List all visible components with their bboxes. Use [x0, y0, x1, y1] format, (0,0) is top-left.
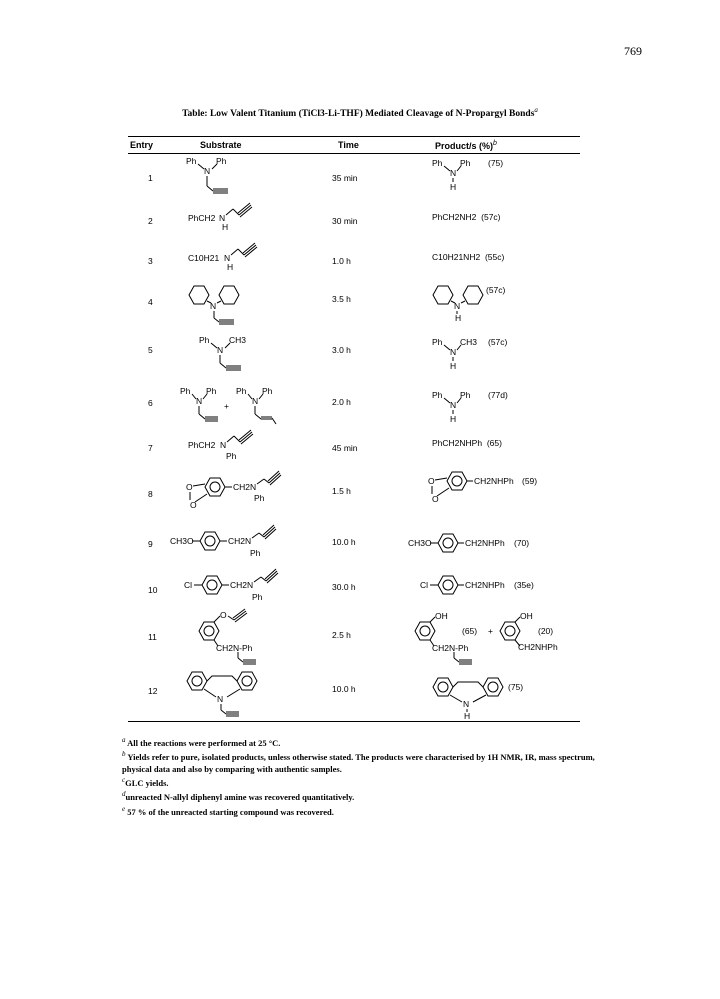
label-ch2: CH2 — [230, 580, 248, 590]
entry-9: 9 — [148, 539, 153, 549]
footnote-e — [122, 804, 622, 818]
label-n: N — [196, 396, 203, 406]
label-n: N — [220, 440, 227, 450]
label-n: N — [450, 347, 457, 357]
time-11: 2.5 h — [332, 630, 351, 640]
footnote-b-cont — [122, 764, 622, 776]
substrate-1-structure — [180, 154, 250, 209]
footnote-text: physical data and also by comparing with authentic samples. — [122, 763, 342, 774]
product-8-text: CH2NHPh — [474, 476, 514, 486]
label-n: N — [250, 482, 257, 492]
label-ch2: CH2 — [228, 536, 246, 546]
table-title — [120, 106, 600, 119]
label-n: N — [454, 301, 461, 311]
label-h: H — [455, 313, 462, 323]
table-title-text: Table: Low Valent Titanium (TiCl3-Li-THF) Mediated Cleavage of N-Propargyl Bonds — [182, 109, 535, 120]
header-product-text: Product/s (%) — [435, 141, 494, 151]
time-4: 3.5 h — [332, 294, 351, 304]
label-h: H — [450, 361, 457, 371]
footnotes — [122, 735, 622, 818]
entry-3: 3 — [148, 256, 153, 266]
time-5: 3.0 h — [332, 345, 351, 355]
footnote-b — [122, 749, 622, 763]
product-6-yield: (77d) — [488, 390, 508, 400]
label-o: O — [186, 482, 193, 492]
label-n: N — [210, 301, 217, 311]
entry-10: 10 — [148, 585, 158, 595]
label-n: N — [204, 166, 211, 176]
label-n: N — [224, 253, 231, 263]
label-cl: Cl — [420, 580, 429, 590]
product-4-yield: (57c) — [486, 285, 506, 295]
time-10: 30.0 h — [332, 582, 356, 592]
label-ph: Ph — [186, 156, 197, 166]
substrate-3-structure — [186, 243, 266, 273]
table-title-mark: a — [534, 106, 538, 114]
label-ph: Ph — [262, 386, 273, 396]
entry-11: 11 — [148, 632, 157, 642]
time-1: 35 min — [332, 173, 358, 183]
footnote-text: unreacted N-allyl diphenyl amine was recovered quantitatively. — [125, 792, 355, 803]
product-12-structure — [428, 670, 558, 720]
label-n: N — [247, 580, 254, 590]
footnote-mark: c — [122, 776, 126, 785]
entry-8: 8 — [148, 489, 153, 499]
label-n: N — [217, 694, 224, 704]
product-5-yield: (57c) — [488, 337, 508, 347]
product-2-text: PhCH2NH2 — [432, 212, 477, 222]
product-1-structure — [430, 154, 550, 194]
substrate-11-structure — [196, 610, 286, 670]
footnote-d — [122, 789, 622, 803]
entry-2: 2 — [148, 216, 153, 226]
label-ph: Ph — [206, 386, 217, 396]
label-oh: OH — [435, 611, 448, 621]
footnote-text: 57 % of the unreacted starting compound was recovered. — [127, 806, 334, 817]
product-2-yield: (57c) — [481, 212, 501, 222]
product-3-yield: (55c) — [484, 252, 505, 262]
product-9-text: CH2NHPh — [465, 538, 505, 548]
label-h: H — [227, 262, 234, 272]
product-3 — [432, 252, 504, 262]
header-product — [435, 140, 497, 151]
table-top-rule — [128, 136, 580, 137]
label-plus: + — [224, 401, 229, 411]
label-n: N — [219, 213, 226, 223]
product-7-yield: (65) — [486, 438, 502, 448]
footnote-mark: a — [122, 736, 126, 744]
label-n: N — [245, 536, 252, 546]
label-ph: Ph — [254, 493, 265, 503]
time-3: 1.0 h — [332, 256, 351, 266]
label-n: N — [450, 400, 457, 410]
product-7 — [432, 438, 502, 448]
header-substrate: Substrate — [200, 140, 242, 150]
label-ph: Ph — [226, 451, 237, 461]
table-bottom-rule — [128, 721, 580, 722]
label-n: N — [217, 345, 224, 355]
product-7-text: PhCH2NHPh — [432, 438, 483, 448]
label-ph: Ph — [252, 592, 263, 602]
footnote-text: Yields refer to pure, isolated products, unless otherwise stated. The products were characterised by 1H NMR, IR, mass spectrum, — [127, 752, 595, 763]
label-ph: Ph — [460, 390, 471, 400]
label-ph: Ph — [199, 335, 210, 345]
label-ch3: CH3 — [460, 337, 478, 347]
product-10-structure — [420, 568, 580, 602]
header-product-mark: b — [493, 140, 497, 147]
substrate-9-structure — [170, 524, 290, 564]
label-ph: Ph — [460, 158, 471, 168]
page-number: 769 — [624, 44, 642, 58]
label-cl: Cl — [184, 580, 193, 590]
entry-4: 4 — [148, 297, 153, 307]
label-oh: OH — [520, 611, 533, 621]
label-ph: Ph — [432, 158, 443, 168]
label-ch2nph-2: CH2N-Ph — [432, 643, 469, 653]
substrate-12-structure — [182, 664, 282, 724]
label-ph: Ph — [432, 390, 443, 400]
footnote-mark: b — [122, 750, 126, 759]
substrate-8-structure — [176, 470, 286, 520]
entry-5: 5 — [148, 345, 153, 355]
label-ph: Ph — [236, 386, 247, 396]
label-o: O — [190, 500, 197, 510]
substrate-6-structure — [176, 384, 286, 429]
label-c10h21: C10H21 — [188, 253, 220, 263]
entry-7: 7 — [148, 443, 153, 453]
product-1-yield: (75) — [488, 158, 504, 168]
time-8: 1.5 h — [332, 486, 351, 496]
product-10-yield: (35e) — [514, 580, 534, 590]
footnote-mark: d — [122, 790, 126, 799]
substrate-7-structure — [186, 430, 266, 468]
header-time: Time — [338, 140, 359, 150]
product-5-structure — [430, 333, 550, 373]
label-o: O — [428, 476, 435, 486]
label-ch3: CH3 — [229, 335, 247, 345]
label-ph: Ph — [250, 548, 261, 558]
product-12-yield: (75) — [508, 682, 524, 692]
time-12: 10.0 h — [332, 684, 356, 694]
footnote-a — [122, 735, 622, 749]
label-ph: Ph — [432, 337, 443, 347]
footnote-mark: e — [122, 804, 126, 813]
time-7: 45 min — [332, 443, 358, 453]
label-ch2: CH2 — [233, 482, 251, 492]
product-10-text: CH2NHPh — [465, 580, 505, 590]
footnote-text: All the reactions were performed at 25 °C. — [127, 737, 281, 748]
label-ch3o: CH3O — [408, 538, 432, 548]
product-11-structure — [410, 610, 580, 670]
entry-12: 12 — [148, 686, 158, 696]
footnote-c — [122, 775, 622, 789]
entry-1: 1 — [148, 173, 153, 183]
label-n: N — [463, 699, 470, 709]
label-phch2: PhCH2 — [188, 440, 216, 450]
label-ph: Ph — [216, 156, 227, 166]
substrate-2-structure — [186, 203, 266, 233]
label-ch2nph: CH2N-Ph — [216, 643, 253, 653]
header-entry: Entry — [130, 140, 154, 150]
label-o: O — [432, 494, 439, 504]
label-n: N — [450, 168, 457, 178]
label-ph: Ph — [180, 386, 191, 396]
label-h: H — [464, 711, 471, 721]
product-6-structure — [430, 386, 550, 426]
time-6: 2.0 h — [332, 397, 351, 407]
substrate-5-structure — [195, 333, 265, 378]
product-8-structure — [418, 466, 578, 516]
time-9: 10.0 h — [332, 537, 356, 547]
footnote-text: GLC yields. — [125, 777, 169, 788]
label-n: N — [252, 396, 259, 406]
substrate-4-structure — [182, 278, 262, 328]
label-o: O — [220, 610, 227, 620]
product-9-structure — [408, 526, 578, 560]
label-ch2nhph: CH2NHPh — [518, 642, 558, 652]
entry-6: 6 — [148, 398, 153, 408]
label-h: H — [450, 182, 457, 192]
substrate-10-structure — [184, 568, 294, 608]
product-3-text: C10H21NH2 — [432, 252, 481, 262]
product-11-yield: (65) — [462, 626, 478, 636]
time-2: 30 min — [332, 216, 358, 226]
product-11-yield-2: (20) — [538, 626, 554, 636]
product-4-structure — [428, 280, 548, 322]
label-h: H — [450, 414, 457, 424]
product-2 — [432, 212, 501, 222]
label-ch3o: CH3O — [170, 536, 194, 546]
product-8-yield: (59) — [522, 476, 538, 486]
product-9-yield: (70) — [514, 538, 530, 548]
label-plus: + — [488, 626, 493, 636]
label-h: H — [222, 222, 229, 232]
label-phch2: PhCH2 — [188, 213, 216, 223]
